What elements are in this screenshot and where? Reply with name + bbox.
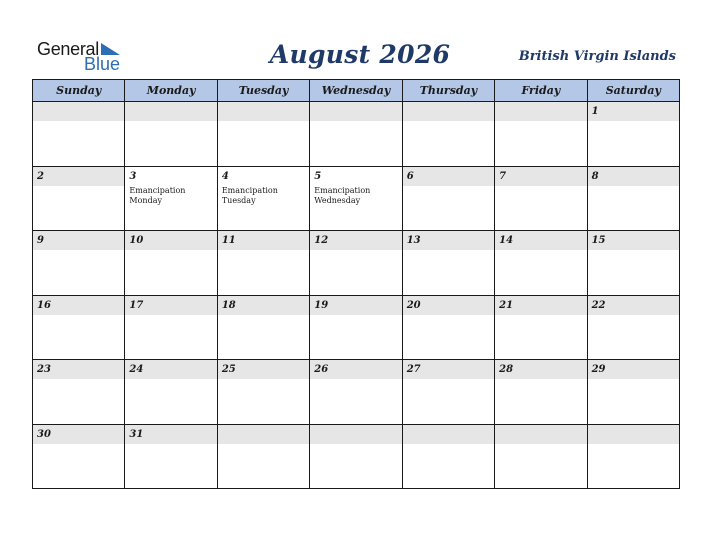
day-cell	[33, 231, 125, 296]
day-cell	[218, 102, 310, 167]
generalblue-logo	[37, 39, 137, 75]
day-number: 30	[33, 425, 124, 444]
day-cell	[33, 296, 125, 361]
day-number: 6	[403, 167, 494, 186]
day-number: 26	[310, 360, 401, 379]
day-cell	[310, 360, 402, 425]
weekday-header: Wednesday	[310, 80, 402, 102]
day-number: 13	[403, 231, 494, 250]
day-number	[495, 425, 586, 444]
day-cell	[495, 231, 587, 296]
day-cell	[403, 231, 495, 296]
day-cell	[125, 296, 217, 361]
weekday-header: Thursday	[403, 80, 495, 102]
weekday-header: Friday	[495, 80, 587, 102]
holiday-label: Emancipation Tuesday	[221, 185, 278, 205]
day-number	[403, 102, 494, 121]
day-number: 18	[218, 296, 309, 315]
day-cell	[310, 425, 402, 490]
day-number	[310, 102, 401, 121]
day-cell	[588, 167, 680, 232]
day-cell	[125, 231, 217, 296]
day-number	[218, 425, 309, 444]
day-number	[310, 425, 401, 444]
holiday-label: Emancipation Wednesday	[314, 185, 371, 205]
weekday-header: Saturday	[588, 80, 680, 102]
day-number: 5	[310, 167, 401, 186]
day-number: 11	[218, 231, 309, 250]
day-number: 15	[588, 231, 679, 250]
day-cell	[218, 231, 310, 296]
day-cell	[588, 360, 680, 425]
day-number: 28	[495, 360, 586, 379]
day-cell	[588, 425, 680, 490]
day-cell	[495, 102, 587, 167]
day-cell	[310, 296, 402, 361]
day-number: 25	[218, 360, 309, 379]
holiday-label: Emancipation Monday	[129, 185, 186, 205]
day-number: 21	[495, 296, 586, 315]
day-cell	[403, 167, 495, 232]
day-cell	[218, 167, 310, 232]
day-number: 1	[588, 102, 679, 121]
day-cell	[495, 360, 587, 425]
day-number: 23	[33, 360, 124, 379]
day-cell	[218, 425, 310, 490]
day-cell	[403, 360, 495, 425]
day-cell	[310, 167, 402, 232]
logo-text-general: General	[37, 39, 99, 59]
day-cell	[310, 102, 402, 167]
day-cell	[403, 425, 495, 490]
day-number: 12	[310, 231, 401, 250]
day-number	[403, 425, 494, 444]
day-cell	[125, 167, 217, 232]
day-number: 16	[33, 296, 124, 315]
day-number: 17	[125, 296, 216, 315]
day-cell	[495, 425, 587, 490]
day-cell	[33, 102, 125, 167]
day-number: 24	[125, 360, 216, 379]
day-cell	[33, 167, 125, 232]
day-cell	[588, 296, 680, 361]
calendar-title: August 2026	[269, 40, 451, 69]
day-cell	[495, 296, 587, 361]
day-number: 2	[33, 167, 124, 186]
day-cell	[403, 296, 495, 361]
day-number: 10	[125, 231, 216, 250]
day-cell	[218, 360, 310, 425]
day-cell	[125, 102, 217, 167]
weekday-header: Tuesday	[218, 80, 310, 102]
day-number: 19	[310, 296, 401, 315]
day-number: 14	[495, 231, 586, 250]
day-number: 3	[125, 167, 216, 186]
day-number: 29	[588, 360, 679, 379]
day-number	[125, 102, 216, 121]
calendar-grid	[32, 79, 680, 489]
day-number: 7	[495, 167, 586, 186]
day-number: 27	[403, 360, 494, 379]
day-cell	[125, 360, 217, 425]
day-number: 31	[125, 425, 216, 444]
day-cell	[33, 360, 125, 425]
day-cell	[218, 296, 310, 361]
day-number: 9	[33, 231, 124, 250]
day-cell	[310, 231, 402, 296]
weekday-header: Monday	[125, 80, 217, 102]
day-number: 20	[403, 296, 494, 315]
logo-text-blue: Blue	[84, 54, 121, 74]
day-cell	[403, 102, 495, 167]
day-number	[33, 102, 124, 121]
day-number	[218, 102, 309, 121]
day-number: 22	[588, 296, 679, 315]
day-cell	[125, 425, 217, 490]
day-number: 8	[588, 167, 679, 186]
day-number	[495, 102, 586, 121]
day-cell	[495, 167, 587, 232]
day-number	[588, 425, 679, 444]
day-cell	[588, 102, 680, 167]
weekday-header: Sunday	[33, 80, 125, 102]
day-cell	[33, 425, 125, 490]
day-cell	[588, 231, 680, 296]
day-number: 4	[218, 167, 309, 186]
country-name: British Virgin Islands	[518, 49, 676, 64]
